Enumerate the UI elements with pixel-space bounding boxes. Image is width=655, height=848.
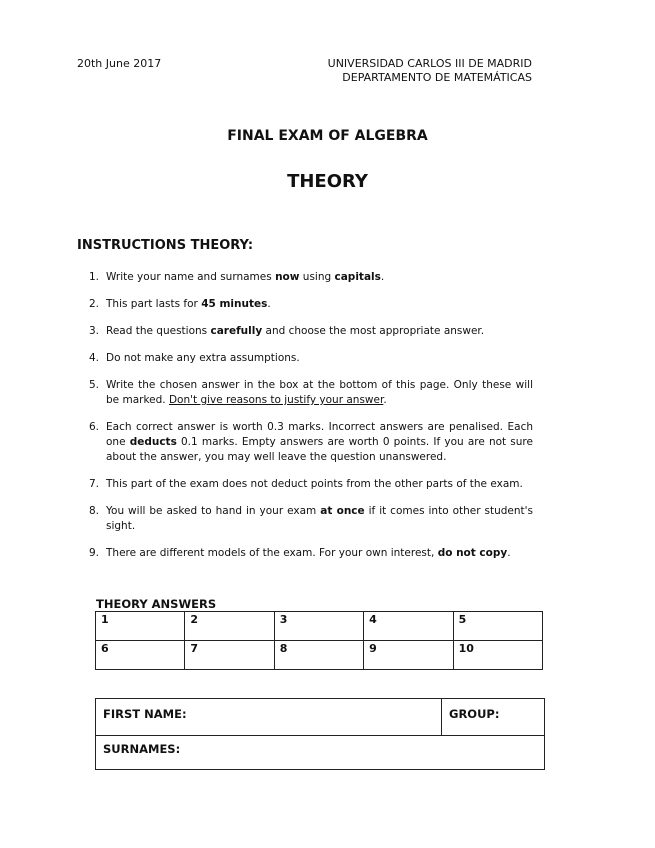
answer-cell-8[interactable]: 8 [274, 641, 363, 670]
instruction-text: and choose the most appropriate answer. [262, 325, 485, 337]
instruction-text: You will be asked to hand in your exam [106, 505, 321, 517]
instruction-text: This part of the exam does not deduct points from the other parts of the exam. [106, 478, 523, 490]
instruction-number: 9. [89, 547, 100, 559]
instructions-heading: INSTRUCTIONS THEORY: [77, 238, 254, 253]
instruction-emphasis: carefully [210, 325, 263, 337]
group-field[interactable]: GROUP: [449, 707, 500, 721]
instruction-item [77, 297, 533, 312]
instruction-number: 2. [89, 298, 100, 310]
instruction-number: 6. [89, 421, 100, 433]
instruction-number: 3. [89, 325, 100, 337]
instruction-text: Write your name and surnames [106, 271, 276, 283]
department-name: DEPARTAMENTO DE MATEMÁTICAS [342, 71, 532, 84]
answer-cell-5[interactable]: 5 [453, 612, 542, 641]
answer-cell-10[interactable]: 10 [453, 641, 542, 670]
instruction-item [77, 420, 533, 465]
instruction-emphasis: deducts [129, 436, 177, 448]
instruction-number: 8. [89, 505, 100, 517]
answer-cell-6[interactable]: 6 [96, 641, 185, 670]
instruction-text: . [380, 271, 385, 283]
answer-cell-4[interactable]: 4 [364, 612, 453, 641]
instruction-text: . [267, 298, 271, 310]
instructions-list [77, 270, 533, 573]
student-info-box [95, 698, 545, 770]
exam-subtitle: THEORY [287, 171, 368, 192]
instruction-item [77, 546, 533, 561]
instruction-text: Write the chosen answer in the box at the bottom of this page. Only these will be marked. [106, 379, 533, 406]
instruction-item [77, 351, 533, 366]
answer-cell-1[interactable]: 1 [96, 612, 185, 641]
university-name: UNIVERSIDAD CARLOS III DE MADRID [327, 57, 532, 70]
instruction-text: using [299, 271, 335, 283]
exam-title: FINAL EXAM OF ALGEBRA [227, 128, 428, 144]
answers-row [96, 641, 543, 670]
instruction-item [77, 477, 533, 492]
instruction-underlined: Don't give reasons to justify your answer [168, 394, 384, 406]
institution-header [300, 57, 532, 85]
answer-cell-2[interactable]: 2 [185, 612, 274, 641]
instruction-emphasis: at once [320, 505, 365, 517]
instruction-item [77, 324, 533, 339]
instruction-number: 5. [89, 379, 100, 391]
instruction-text: There are different models of the exam. For your own interest, [106, 547, 438, 559]
instruction-number: 1. [89, 271, 100, 283]
instruction-text: 0.1 marks. Empty answers are worth 0 points. If you are not sure about the answer, you may well leave the question unanswered. [106, 436, 533, 463]
instruction-number: 7. [89, 478, 100, 490]
instruction-item [77, 504, 533, 534]
answer-cell-7[interactable]: 7 [185, 641, 274, 670]
exam-date: 20th June 2017 [77, 57, 162, 70]
instruction-emphasis: do not copy [437, 547, 508, 559]
instruction-emphasis: 45 minutes [201, 298, 268, 310]
instruction-text: Each correct answer is worth 0.3 marks. Incorrect answers are penalised. Each one [106, 421, 533, 448]
instruction-text: . [383, 394, 387, 406]
instruction-number: 4. [89, 352, 100, 364]
instruction-text: if it comes into other student's sight. [106, 505, 533, 532]
answer-cell-9[interactable]: 9 [364, 641, 453, 670]
divider [441, 699, 442, 735]
answers-heading: THEORY ANSWERS [96, 597, 217, 611]
instruction-text: Do not make any extra assumptions. [106, 352, 300, 364]
surnames-field[interactable]: SURNAMES: [103, 742, 181, 756]
instruction-item [77, 378, 533, 408]
instruction-emphasis: now [275, 271, 300, 283]
first-name-field[interactable]: FIRST NAME: [103, 707, 187, 721]
instruction-emphasis: capitals [334, 271, 381, 283]
answers-table [95, 611, 543, 670]
instruction-text: Read the questions [106, 325, 211, 337]
instruction-text: This part lasts for [106, 298, 202, 310]
instruction-text: . [507, 547, 511, 559]
answers-row [96, 612, 543, 641]
instruction-item [77, 270, 533, 285]
answer-cell-3[interactable]: 3 [274, 612, 363, 641]
